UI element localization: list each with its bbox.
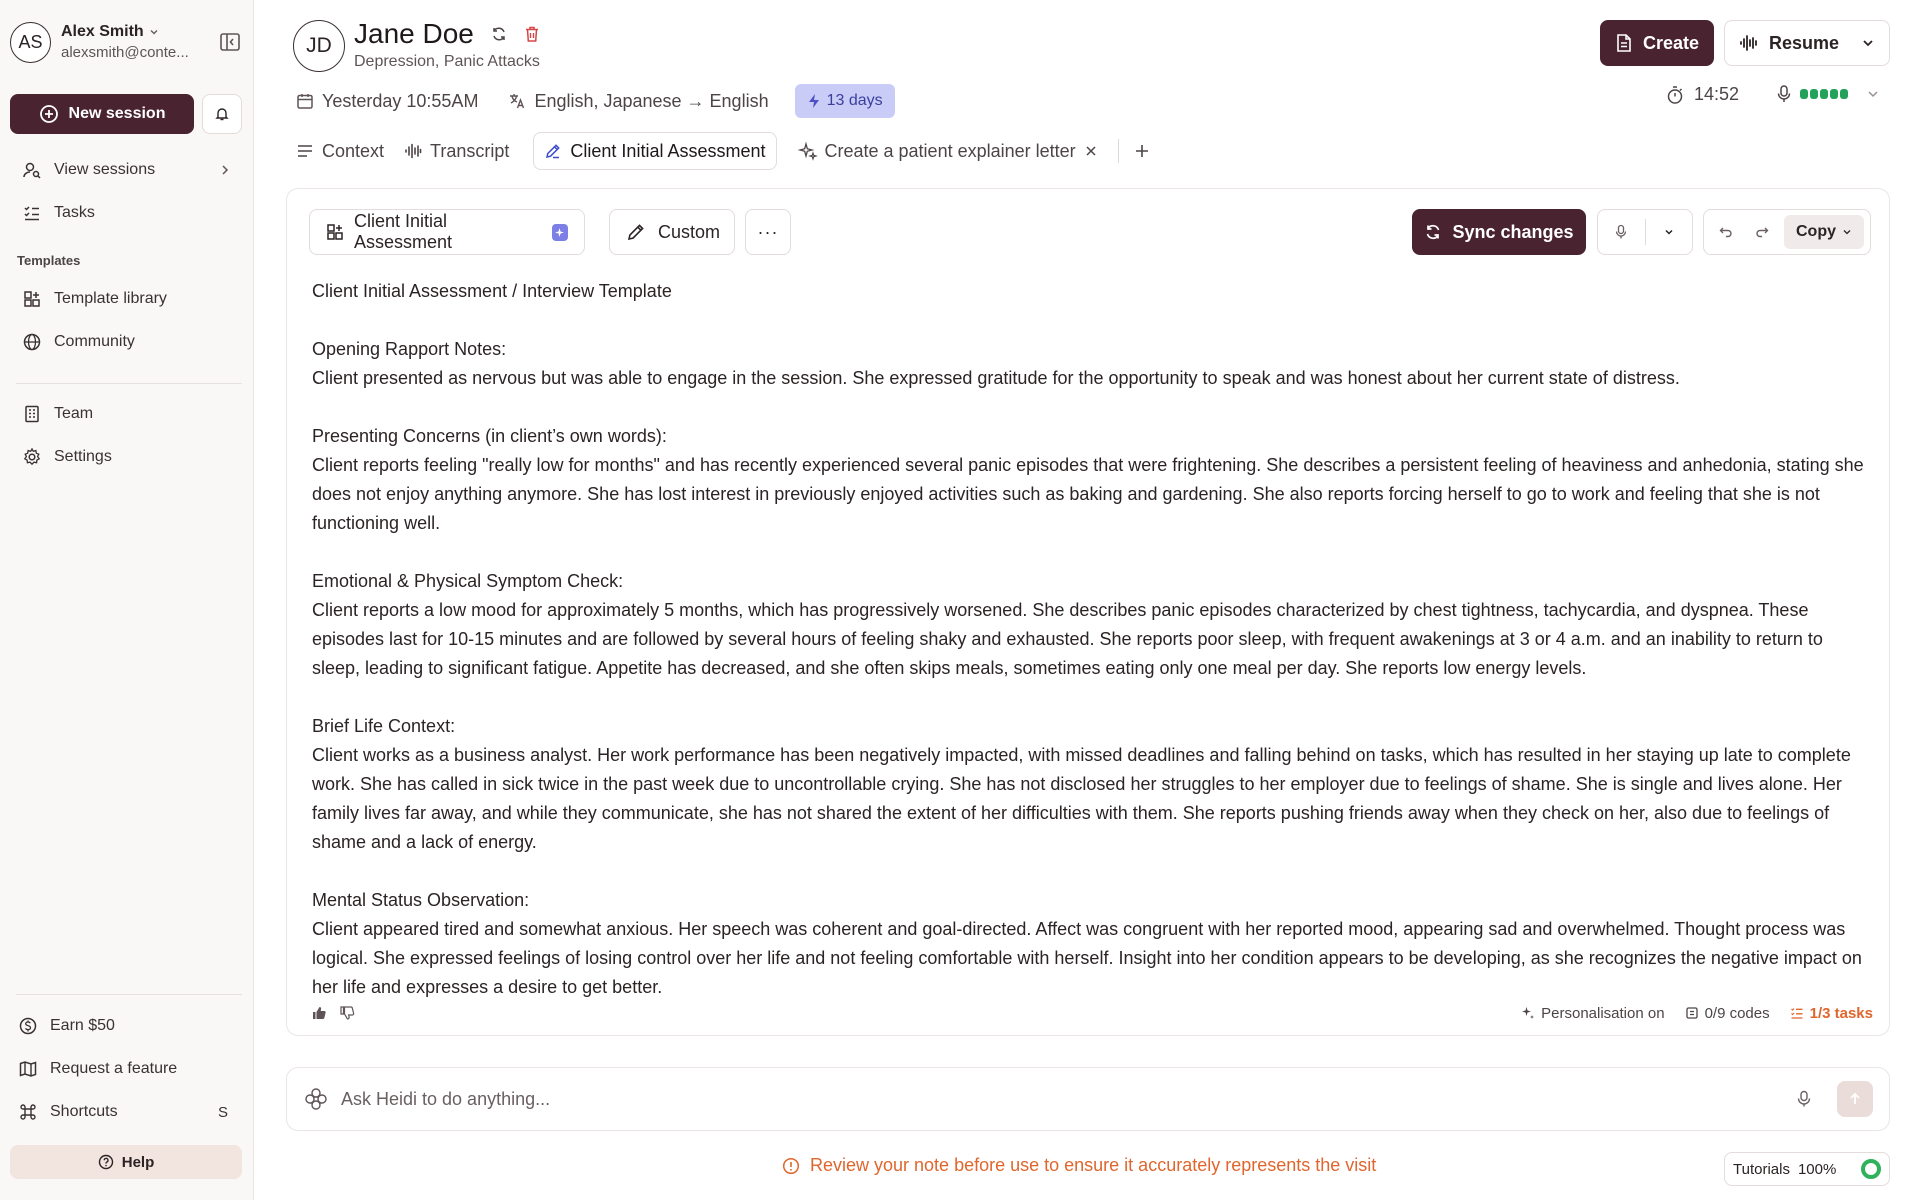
section-body: Client works as a business analyst. Her work performance has been negatively impacted, with missed deadlines and falling behind on tasks, which has resulted in her staying up late to complete work. She has called in sick twice in the past week due to uncontrollable crying. She has not disclosed her struggles to her employer due to feelings of shame. She is single and lives alone. Her family lives far away, and while they communicate, she has not shared the extent of her difficulties with them. She reports pushing friends away when they check on her, also due to feelings of shame and a lack of energy. [312, 745, 1851, 852]
section-heading: Presenting Concerns (in client’s own words): [312, 426, 667, 446]
note-section [312, 422, 1872, 538]
pencil-icon [544, 142, 562, 160]
trash-icon[interactable] [524, 25, 540, 43]
custom-label: Custom [658, 221, 721, 242]
note-card [286, 188, 1890, 1036]
dictate-control [1597, 209, 1693, 255]
section-body: Client presented as nervous but was able to engage in the session. She expressed gratitude for the opportunity to speak and was honest about her current state of distress. [312, 368, 1680, 388]
gear-icon [22, 447, 42, 467]
warning-icon [782, 1157, 800, 1175]
tutorials-label: Tutorials [1733, 1160, 1790, 1178]
tab-client-initial-assessment[interactable] [533, 132, 776, 170]
datetime-label: Yesterday 10:55AM [322, 90, 479, 111]
waveform-icon [404, 143, 422, 159]
refresh-icon[interactable] [490, 25, 508, 43]
note-title: Client Initial Assessment / Interview Template [312, 281, 672, 301]
create-label: Create [1642, 32, 1700, 53]
bolt-icon [807, 93, 821, 109]
thumbs-up-icon[interactable] [311, 1005, 327, 1021]
chevron-down-icon [1866, 87, 1880, 101]
sidebar-item-template-library[interactable] [22, 286, 232, 312]
template-icon [326, 223, 344, 241]
codes-label: 0/9 codes [1704, 1004, 1770, 1022]
note-tabs [296, 132, 1151, 170]
heidi-logo-icon [303, 1086, 329, 1112]
mic-icon[interactable] [1797, 1090, 1811, 1108]
chevron-down-icon [1842, 227, 1852, 237]
chevron-right-icon [218, 163, 232, 177]
mic-icon [1776, 84, 1792, 104]
map-icon [18, 1059, 38, 1079]
dictate-options-button[interactable] [1646, 210, 1693, 254]
review-warning [782, 1155, 1376, 1176]
pencil-icon [626, 222, 646, 242]
plus-circle-icon [39, 104, 59, 124]
shortcuts-key: S [217, 1103, 228, 1121]
sparkle-icon [554, 227, 565, 238]
mic-level-meter [1800, 89, 1848, 99]
building-icon [22, 404, 42, 424]
new-session-button[interactable] [10, 94, 194, 134]
section-heading: Brief Life Context: [312, 716, 456, 736]
user-email: alexsmith@conte... [61, 44, 189, 61]
arrow-up-icon [1847, 1091, 1863, 1107]
notifications-button[interactable] [202, 94, 242, 134]
redo-icon [1755, 225, 1769, 239]
new-session-label: New session [68, 105, 166, 122]
menu-icon [296, 143, 314, 159]
edit-controls [1703, 209, 1871, 255]
help-label: Help [121, 1153, 155, 1171]
ai-badge [552, 224, 568, 241]
sidebar-toggle-icon [219, 31, 241, 53]
earn-label: Earn $50 [50, 1017, 115, 1034]
redo-button[interactable] [1746, 216, 1778, 248]
dictate-button[interactable] [1598, 210, 1645, 254]
note-section [312, 567, 1872, 683]
send-button[interactable] [1837, 1081, 1873, 1117]
bell-icon [214, 106, 230, 122]
sidebar [0, 0, 254, 1200]
user-name: Alex Smith [61, 23, 144, 40]
tab-context-label: Context [322, 140, 385, 161]
ask-input[interactable] [341, 1089, 1797, 1110]
thumbs-down-icon[interactable] [339, 1005, 355, 1021]
review-text: Review your note before use to ensure it accurately represents the visit [810, 1155, 1377, 1175]
template-icon [22, 289, 42, 309]
note-footer [311, 1003, 1873, 1023]
chevron-down-icon [148, 26, 160, 38]
globe-icon [22, 332, 42, 352]
sidebar-item-shortcuts[interactable] [18, 1099, 236, 1125]
stopwatch-icon [1666, 85, 1684, 105]
template-label: Client Initial Assessment [354, 211, 453, 252]
user-menu[interactable] [10, 20, 244, 64]
mic-icon [1615, 224, 1627, 240]
personalisation-label: Personalisation on [1541, 1004, 1665, 1022]
tab-transcript[interactable] [394, 132, 519, 170]
section-body: Client reports a low mood for approximately 5 months, which has progressively worsened. She describes panic episodes characterized by chest tightness, tachycardia, and dyspnea. These episodes last for 10-15 minutes and are followed by several hours of feeling shaky and exhausted. She reports poor sleep, with frequent awakenings at 3 or 4 a.m. and an inability to return to sleep, leading to significant fatigue. Appetite has decreased, and she often skips meals, sometimes eating only one meal per day. She reports low energy levels. [312, 600, 1823, 678]
help-icon [98, 1154, 114, 1170]
sync-label: Sync changes [1452, 221, 1574, 242]
templates-heading: Templates [17, 253, 81, 268]
sidebar-item-view-sessions[interactable] [22, 157, 232, 183]
more-label: ··· [757, 221, 779, 242]
sparkle-icon [1521, 1006, 1535, 1020]
tasks-label: Tasks [54, 204, 95, 221]
refresh-icon [1424, 223, 1442, 241]
note-section [312, 712, 1872, 857]
section-heading: Opening Rapport Notes: [312, 339, 507, 359]
waveform-icon [1739, 34, 1759, 52]
sidebar-item-request-feature[interactable] [18, 1056, 228, 1082]
tab-transcript-label: Transcript [430, 140, 510, 161]
sidebar-item-community[interactable] [22, 329, 232, 355]
note-section [312, 335, 1872, 393]
tutorials-button[interactable] [1724, 1152, 1890, 1186]
settings-label: Settings [54, 448, 112, 465]
help-button[interactable] [10, 1145, 242, 1179]
section-body: Client appeared tired and somewhat anxious. Her speech was coherent and goal-directed. Affect was congruent with her reported mood, appearing sad and overwhelmed. Thought process was logical. She expressed feelings of losing control over her life and not feeling comfortable with herself. Insight into her condition appears to be developing, as she recognizes the negative impact on her life and expresses a desire to get better. [312, 919, 1862, 997]
section-heading: Emotional & Physical Symptom Check: [312, 571, 624, 591]
codes-icon [1685, 1006, 1699, 1020]
user-avatar: AS [10, 22, 51, 63]
resume-label: Resume [1769, 32, 1840, 53]
tab-letter-label: Create a patient explainer letter [824, 140, 1076, 161]
resume-button[interactable] [1724, 20, 1890, 66]
undo-icon [1719, 225, 1733, 239]
chevron-down-icon [1663, 226, 1675, 238]
translate-icon [508, 92, 526, 110]
view-sessions-label: View sessions [54, 161, 156, 178]
list-check-icon [22, 203, 42, 223]
timer-label: 14:52 [1694, 84, 1740, 104]
personalisation-toggle[interactable] [1521, 1005, 1664, 1022]
days-label: 13 days [826, 92, 883, 109]
dollar-icon [18, 1016, 38, 1036]
calendar-icon [296, 92, 314, 110]
undo-button[interactable] [1710, 216, 1742, 248]
days-badge[interactable] [795, 84, 895, 118]
command-icon [18, 1102, 38, 1122]
user-search-icon [22, 160, 42, 180]
shortcuts-label: Shortcuts [50, 1103, 118, 1120]
sidebar-item-team[interactable] [22, 401, 232, 427]
tasks-count-label: 1/3 tasks [1809, 1004, 1873, 1022]
sidebar-item-settings[interactable] [22, 444, 232, 470]
close-icon[interactable] [1084, 144, 1098, 158]
language-selector[interactable] [508, 91, 768, 112]
sidebar-item-earn[interactable] [18, 1013, 228, 1039]
sparkle-icon [799, 142, 817, 160]
note-section [312, 886, 1872, 1002]
community-label: Community [54, 333, 135, 350]
session-timer [1666, 84, 1739, 105]
team-label: Team [54, 405, 94, 422]
sidebar-divider [16, 994, 242, 995]
sidebar-item-tasks[interactable] [22, 200, 232, 226]
tab-patient-explainer-letter[interactable] [789, 132, 1108, 170]
section-heading: Mental Status Observation: [312, 890, 530, 910]
chevron-down-icon[interactable] [1861, 36, 1875, 50]
languages-label: English, Japanese → English [534, 90, 769, 111]
more-options-button[interactable] [745, 209, 791, 255]
tasks-icon [1790, 1006, 1804, 1020]
codes-button[interactable] [1685, 1005, 1770, 1022]
document-icon [1615, 33, 1633, 53]
template-library-label: Template library [54, 290, 167, 307]
tutorials-progress: 100% [1797, 1160, 1837, 1178]
copy-label: Copy [1796, 223, 1836, 240]
copy-button[interactable] [1784, 215, 1864, 249]
session-datetime[interactable] [296, 91, 478, 112]
template-selector-button[interactable] [309, 209, 585, 255]
sync-changes-button[interactable] [1412, 209, 1586, 255]
tasks-button[interactable] [1790, 1005, 1873, 1022]
ask-bar [286, 1067, 1890, 1131]
request-feature-label: Request a feature [50, 1060, 178, 1077]
sidebar-toggle-button[interactable] [216, 28, 244, 56]
patient-conditions[interactable]: Depression, Panic Attacks [354, 53, 540, 70]
custom-button[interactable] [609, 209, 735, 255]
tab-separator [1118, 139, 1119, 163]
note-editor[interactable] [312, 277, 1872, 997]
patient-name[interactable]: Jane Doe [354, 18, 474, 49]
tab-context[interactable] [296, 132, 394, 170]
sidebar-divider [16, 383, 242, 384]
tab-assessment-label: Client Initial Assessment [570, 140, 766, 161]
progress-ring [1861, 1159, 1881, 1179]
create-button[interactable] [1600, 20, 1714, 66]
section-body: Client reports feeling "really low for months" and has recently experienced several panic episodes that were frightening. She describes a persistent feeling of heaviness and anhedonia, stating she does not enjoy anything anymore. She has lost interest in previously enjoyed activities such as baking and gardening. She also reports forcing herself to go to work and feeling that she is not functioning well. [312, 455, 1864, 533]
plus-icon[interactable] [1133, 142, 1151, 160]
mic-level-selector[interactable] [1776, 84, 1880, 104]
patient-avatar: JD [293, 20, 345, 72]
